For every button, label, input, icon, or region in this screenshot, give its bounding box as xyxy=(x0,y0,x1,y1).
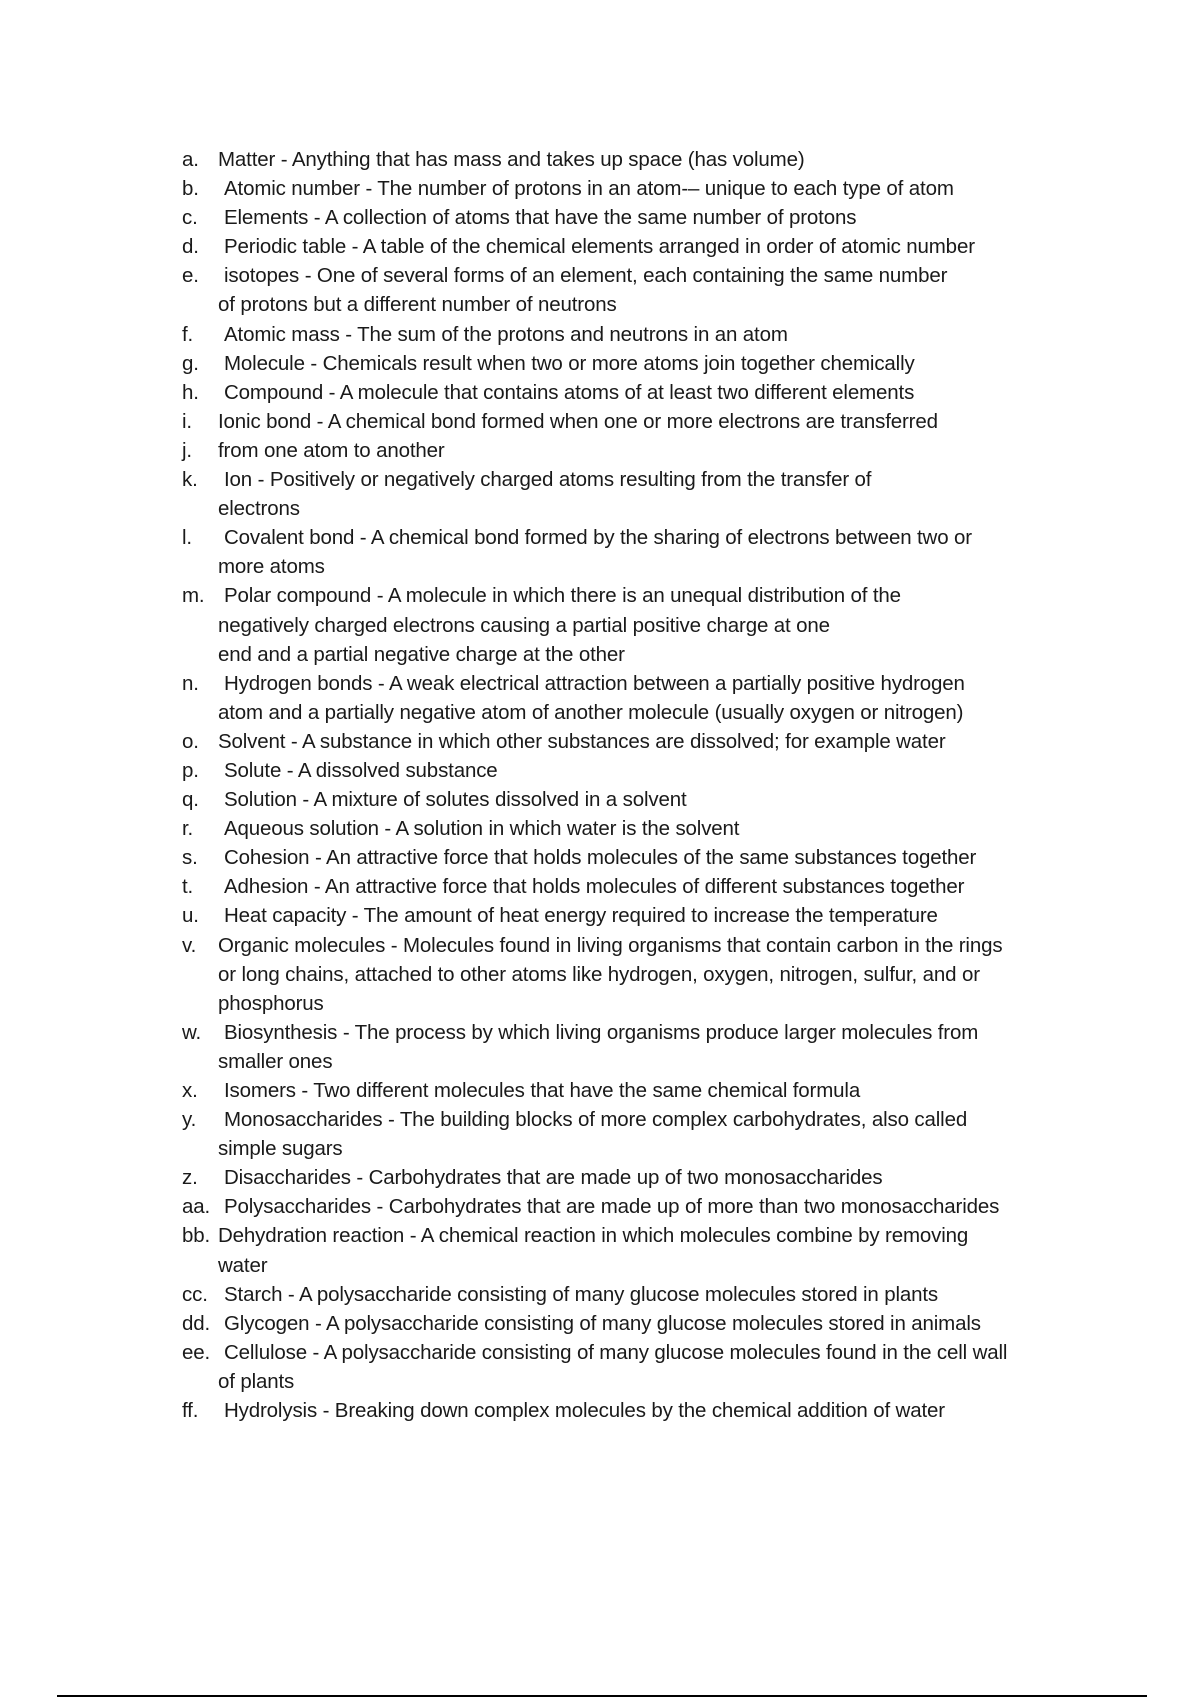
entry-line: Covalent bond - A chemical bond formed by the sharing of electrons between two or xyxy=(224,526,972,550)
entry-marker: v. xyxy=(182,933,197,957)
glossary-entry xyxy=(182,1309,1082,1338)
entry-line: Elements - A collection of atoms that have the same number of protons xyxy=(224,206,857,230)
glossary-entry xyxy=(182,669,1082,727)
entry-marker: b. xyxy=(182,177,199,201)
entry-marker: p. xyxy=(182,758,199,782)
glossary-entry xyxy=(182,465,1082,523)
entry-line: more atoms xyxy=(218,555,325,579)
glossary-entry xyxy=(182,349,1082,378)
entry-line: Polysaccharides - Carbohydrates that are made up of more than two monosaccharides xyxy=(224,1195,1000,1219)
entry-marker: c. xyxy=(182,206,198,230)
entry-line: or long chains, attached to other atoms like hydrogen, oxygen, nitrogen, sulfur, and or xyxy=(218,962,980,986)
entry-line: Atomic mass - The sum of the protons and neutrons in an atom xyxy=(224,322,788,346)
bottom-rule xyxy=(57,1695,1147,1697)
entry-line: Matter - Anything that has mass and takes up space (has volume) xyxy=(218,148,805,171)
entry-line: Periodic table - A table of the chemical elements arranged in order of atomic number xyxy=(224,235,975,259)
entry-marker: d. xyxy=(182,235,199,259)
entry-marker: y. xyxy=(182,1108,197,1132)
entry-line: from one atom to another xyxy=(218,438,445,462)
glossary-entry xyxy=(182,320,1082,349)
entry-line: electrons xyxy=(218,497,300,521)
entry-line: Adhesion - An attractive force that holds molecules of different substances together xyxy=(224,875,965,899)
entry-line: Monosaccharides - The building blocks of more complex carbohydrates, also called xyxy=(224,1108,968,1132)
entry-marker: k. xyxy=(182,468,198,492)
entry-line: Hydrolysis - Breaking down complex molecules by the chemical addition of water xyxy=(224,1399,945,1423)
entry-line: of plants xyxy=(218,1369,295,1393)
entry-marker: z. xyxy=(182,1166,198,1190)
entry-marker: m. xyxy=(182,584,205,608)
entry-marker: s. xyxy=(182,846,198,870)
entry-marker: q. xyxy=(182,788,199,812)
entry-line: Hydrogen bonds - A weak electrical attraction between a partially positive hydrogen xyxy=(224,671,965,695)
entry-marker: e. xyxy=(182,264,199,288)
glossary-entry xyxy=(182,407,1082,436)
glossary-entry xyxy=(182,174,1082,203)
entry-marker: bb. xyxy=(182,1224,211,1248)
glossary-entry xyxy=(182,1338,1082,1396)
entry-line: Cohesion - An attractive force that holds molecules of the same substances together xyxy=(224,846,977,870)
entry-marker: ff. xyxy=(182,1399,199,1423)
entry-marker: h. xyxy=(182,380,199,404)
glossary-entry xyxy=(182,145,1082,174)
glossary-entry xyxy=(182,843,1082,872)
entry-line: Starch - A polysaccharide consisting of many glucose molecules stored in plants xyxy=(224,1282,938,1306)
entry-line: Polar compound - A molecule in which there is an unequal distribution of the xyxy=(224,584,901,608)
glossary-entry xyxy=(182,1396,1082,1425)
entry-line: Molecule - Chemicals result when two or more atoms join together chemically xyxy=(224,351,915,375)
entry-line: negatively charged electrons causing a partial positive charge at one xyxy=(218,613,830,637)
entry-line: Solute - A dissolved substance xyxy=(224,758,498,782)
entry-line: Aqueous solution - A solution in which water is the solvent xyxy=(224,817,740,841)
entry-marker: l. xyxy=(182,526,192,550)
entry-line: Heat capacity - The amount of heat energy required to increase the temperature xyxy=(224,904,938,928)
entry-line: Solvent - A substance in which other substances are dissolved; for example water xyxy=(218,729,946,753)
glossary-entry xyxy=(182,901,1082,930)
glossary-entry xyxy=(182,1221,1082,1279)
entry-line: of protons but a different number of neutrons xyxy=(218,293,617,317)
entry-marker: n. xyxy=(182,671,199,695)
entry-line: water xyxy=(218,1253,268,1277)
glossary-entry xyxy=(182,232,1082,261)
glossary-entry xyxy=(182,756,1082,785)
entry-line: atom and a partially negative atom of another molecule (usually oxygen or nitrogen) xyxy=(218,700,964,724)
glossary-entry xyxy=(182,931,1082,1018)
entry-line: Dehydration reaction - A chemical reaction in which molecules combine by removing xyxy=(218,1224,969,1248)
entry-marker: aa. xyxy=(182,1195,211,1219)
entry-line: Compound - A molecule that contains atoms of at least two different elements xyxy=(224,380,915,404)
glossary-entry xyxy=(182,378,1082,407)
entry-marker: i. xyxy=(182,409,192,433)
entry-line: simple sugars xyxy=(218,1137,343,1161)
entry-marker: ee. xyxy=(182,1340,211,1364)
entry-marker: r. xyxy=(182,817,194,841)
glossary-entry xyxy=(182,261,1082,319)
glossary-entry xyxy=(182,581,1082,668)
glossary-entry xyxy=(182,785,1082,814)
entry-line: end and a partial negative charge at the other xyxy=(218,642,625,666)
entry-marker: dd. xyxy=(182,1311,211,1335)
glossary-entry xyxy=(182,1163,1082,1192)
glossary-list xyxy=(182,145,1082,1425)
entry-marker: o. xyxy=(182,729,199,753)
glossary-entry xyxy=(182,1076,1082,1105)
entry-marker: w. xyxy=(182,1020,202,1044)
entry-line: smaller ones xyxy=(218,1049,333,1073)
glossary-entry xyxy=(182,1105,1082,1163)
glossary-entry xyxy=(182,436,1082,465)
glossary-entry xyxy=(182,1018,1082,1076)
entry-line: Atomic number - The number of protons in an atom-– unique to each type of atom xyxy=(224,177,954,201)
entry-marker: f. xyxy=(182,322,194,346)
entry-marker: u. xyxy=(182,904,199,928)
entry-line: Ionic bond - A chemical bond formed when one or more electrons are transferred xyxy=(218,409,938,433)
entry-marker: t. xyxy=(182,875,194,899)
entry-marker: j. xyxy=(182,438,192,462)
entry-line: Isomers - Two different molecules that have the same chemical formula xyxy=(224,1079,861,1102)
entry-line: isotopes - One of several forms of an element, each containing the same number xyxy=(224,264,948,288)
glossary-entry xyxy=(182,727,1082,756)
entry-line: phosphorus xyxy=(218,991,324,1015)
glossary-entry xyxy=(182,814,1082,843)
glossary-entry xyxy=(182,872,1082,901)
glossary-entry xyxy=(182,203,1082,232)
entry-marker: cc. xyxy=(182,1282,208,1306)
entry-line: Disaccharides - Carbohydrates that are made up of two monosaccharides xyxy=(224,1166,883,1190)
entry-line: Ion - Positively or negatively charged atoms resulting from the transfer of xyxy=(224,468,872,492)
glossary-entry xyxy=(182,523,1082,581)
glossary-entry xyxy=(182,1192,1082,1221)
entry-line: Cellulose - A polysaccharide consisting of many glucose molecules found in the cell wall xyxy=(224,1340,1008,1364)
entry-marker: a. xyxy=(182,148,199,171)
entry-line: Glycogen - A polysaccharide consisting of many glucose molecules stored in animals xyxy=(224,1311,981,1335)
entry-marker: x. xyxy=(182,1079,198,1102)
glossary-entry xyxy=(182,1280,1082,1309)
entry-line: Organic molecules - Molecules found in living organisms that contain carbon in the rings xyxy=(218,933,1003,957)
entry-marker: g. xyxy=(182,351,199,375)
entry-line: Biosynthesis - The process by which living organisms produce larger molecules from xyxy=(224,1020,979,1044)
entry-line: Solution - A mixture of solutes dissolved in a solvent xyxy=(224,788,687,812)
